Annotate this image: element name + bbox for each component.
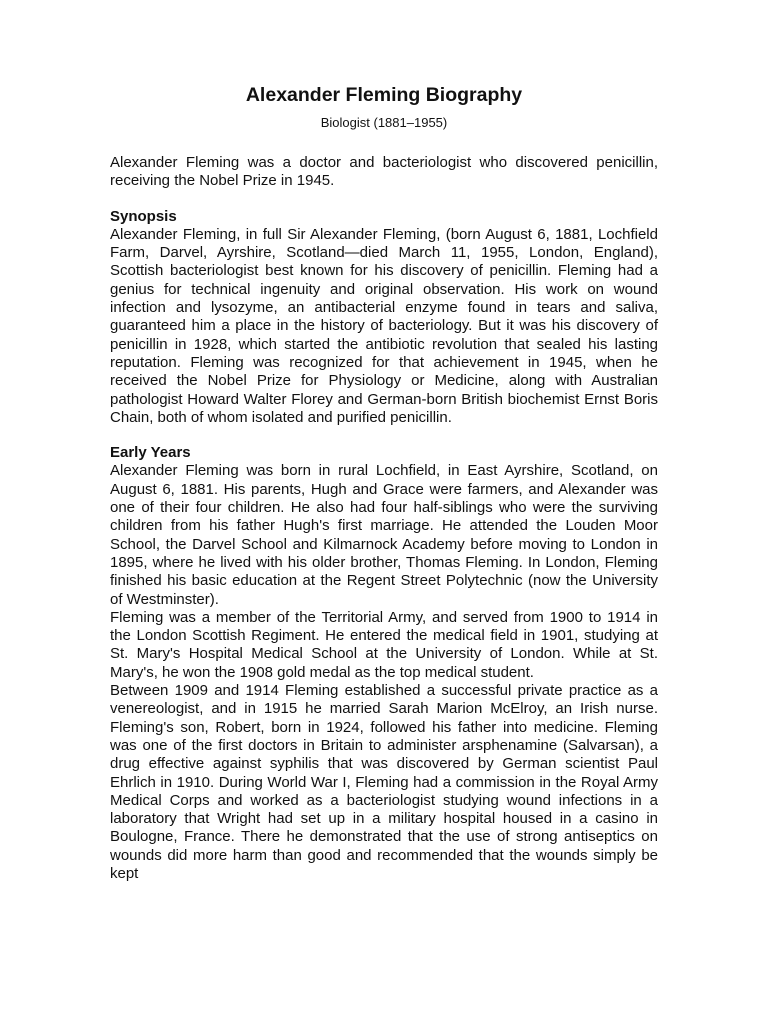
document-subtitle: Biologist (1881–1955) (320, 115, 448, 130)
document-page (110, 82, 658, 900)
paragraph: Alexander Fleming, in full Sir Alexander Fleming, (born August 6, 1881, Lochfield Farm, Darvel, Ayrshire, Scotland—died March 11, 1955, London, England), Scottish bacteriologist best known for his discovery of penicillin. Fleming had a genius for technical ingenuity and original observation. His work on wound infection and lysozyme, an antibacterial enzyme found in tears and saliva, guaranteed him a place in the history of bacteriology. But it was his discovery of penicillin in 1928, which started the antibiotic revolution that sealed his lasting reputation. Fleming was recognized for that achievement in 1945, when he received the Nobel Prize for Physiology or Medicine, along with Australian pathologist Howard Walter Florey and German-born British biochemist Ernst Boris Chain, both of whom isolated and purified penicillin. (110, 225, 658, 426)
paragraph: Alexander Fleming was born in rural Lochfield, in East Ayrshire, Scotland, on August 6, 1881. His parents, Hugh and Grace were farmers, and Alexander was one of their four children. He also had four half-siblings who were the surviving children from his father Hugh's first marriage. He attended the Louden Moor School, the Darvel School and Kilmarnock Academy before moving to London in 1895, where he lived with his older brother, Thomas Fleming. In London, Fleming finished his basic education at the Regent Street Polytechnic (now the University of Westminster). (110, 462, 658, 608)
section-heading: Synopsis (110, 207, 177, 225)
section-synopsis (110, 208, 658, 428)
section-heading: Early Years (110, 444, 191, 462)
document-title: Alexander Fleming Biography (245, 84, 523, 106)
paragraph: Fleming was a member of the Territorial Army, and served from 1900 to 1914 in the London Scottish Regiment. He entered the medical field in 1901, studying at St. Mary's Hospital Medical School at the University of London. While at St. Mary's, he won the 1908 gold medal as the top medical student. (110, 608, 658, 681)
paragraph: Between 1909 and 1914 Fleming established a successful private practice as a venereologist, and in 1915 he married Sarah Marion McElroy, an Irish nurse. Fleming's son, Robert, born in 1924, followed his father into medicine. Fleming was one of the first doctors in Britain to administer arsphenamine (Salvarsan), a drug effective against syphilis that was discovered by German scientist Paul Ehrlich in 1910. During World War I, Fleming had a commission in the Royal Army Medical Corps and worked as a bacteriologist studying wound infections in a laboratory that Wright had set up in a military hospital housed in a casino in Boulogne, France. There he demonstrated that the use of strong antiseptics on wounds did more harm than good and recommended that the wounds simply be kept (110, 682, 658, 882)
section-early-years (110, 444, 658, 883)
intro-paragraph: Alexander Fleming was a doctor and bacteriologist who discovered penicillin, receiving the Nobel Prize in 1945. (110, 154, 658, 190)
